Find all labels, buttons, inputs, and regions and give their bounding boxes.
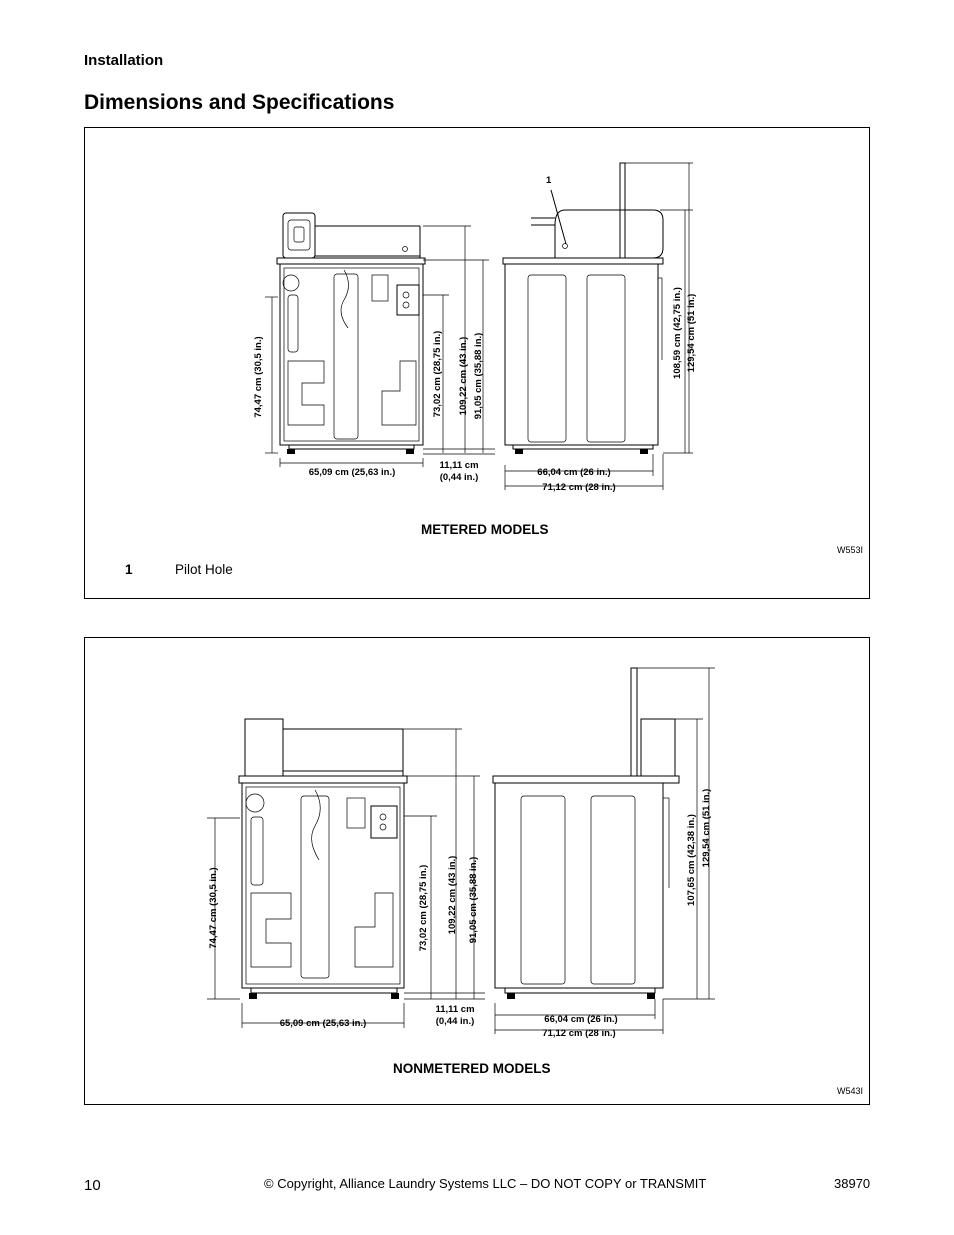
dim-depth1-label: 66,04 cm (26 in.)	[537, 467, 611, 478]
figure-code: W553I	[837, 545, 864, 555]
rear-view-machine	[277, 213, 425, 454]
dim-d1-label: 73,02 cm (28,75 in.)	[432, 330, 443, 418]
dim-leg-line1: 11,11 cm	[435, 1004, 475, 1015]
dim-leg-line2: (0,44 in.)	[435, 1016, 475, 1027]
callout-1-leader	[551, 190, 566, 244]
dim-h1-label: 108,59 cm (42,75 in.)	[672, 287, 683, 379]
dim-side-height	[253, 297, 278, 453]
legend-number: 1	[125, 562, 133, 577]
dim-heights	[403, 729, 480, 999]
dim-d2-label: 109,22 cm (43 in.)	[458, 336, 469, 416]
figure-caption: METERED MODELS	[421, 522, 549, 537]
dim-width	[280, 458, 423, 478]
dim-h2-label: 129,54 cm (51 in.)	[686, 293, 697, 373]
dim-width	[242, 1003, 404, 1029]
dim-d3-label: 91,05 cm (35,88 in.)	[473, 332, 484, 420]
section-label: Installation	[84, 52, 164, 69]
dim-side-height-label: 74,47 cm (30,5 in.)	[253, 336, 264, 418]
figure-nonmetered	[84, 637, 870, 1105]
dim-side-height-label: 74,47 cm (30,5 in.)	[208, 867, 219, 949]
dim-right-heights	[625, 163, 697, 453]
figure-code: W543I	[837, 1086, 864, 1096]
page-number: 10	[84, 1177, 101, 1194]
dim-leg-line1: 11,11 cm	[439, 460, 479, 471]
dim-leg	[423, 449, 495, 483]
rear-view-machine	[239, 719, 407, 999]
dim-d1-label: 73,02 cm (28,75 in.)	[418, 864, 429, 952]
page-title: Dimensions and Specifications	[84, 91, 395, 114]
dim-heights	[423, 226, 489, 453]
dim-d2-label: 109,22 cm (43 in.)	[447, 855, 458, 935]
figure-metered	[84, 127, 870, 599]
dim-depth	[505, 454, 663, 493]
dim-h1-label: 107,65 cm (42,38 in.)	[686, 814, 697, 906]
dim-depth2-label: 71,12 cm (28 in.)	[542, 1028, 616, 1039]
dim-leg-line2: (0,44 in.)	[439, 472, 479, 483]
doc-number: 38970	[834, 1176, 871, 1191]
footer-copyright: © Copyright, Alliance Laundry Systems LLC – DO NOT COPY or TRANSMIT	[264, 1176, 707, 1191]
dim-leg	[404, 993, 485, 1027]
nonmetered-drawing	[85, 638, 871, 1106]
figure-caption: NONMETERED MODELS	[393, 1061, 551, 1076]
dim-depth1-label: 66,04 cm (26 in.)	[544, 1014, 618, 1025]
dim-width-label: 65,09 cm (25,63 in.)	[308, 467, 396, 478]
dim-right-heights	[637, 668, 715, 999]
dim-depth	[495, 999, 663, 1039]
callout-1-number: 1	[546, 175, 552, 186]
dim-width-label: 65,09 cm (25,63 in.)	[279, 1018, 367, 1029]
dim-h2-label: 129,54 cm (51 in.)	[701, 788, 712, 868]
side-view-machine	[503, 163, 663, 454]
legend-text: Pilot Hole	[175, 562, 233, 577]
side-view-machine	[493, 668, 679, 999]
dim-side-height	[207, 818, 240, 999]
dim-depth2-label: 71,12 cm (28 in.)	[542, 482, 616, 493]
dim-d3-label: 91,05 cm (35,88 in.)	[468, 856, 479, 944]
